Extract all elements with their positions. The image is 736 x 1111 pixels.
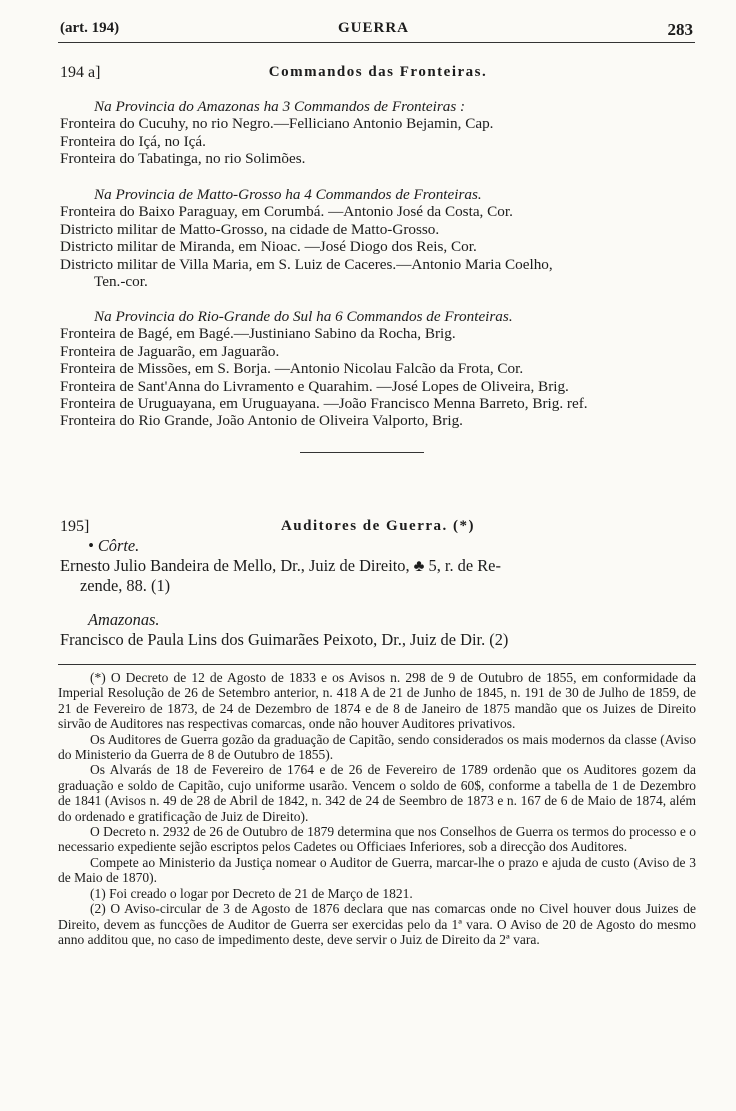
header-rule: [58, 42, 695, 43]
footnote: (*) O Decreto de 12 de Agosto de 1833 e os Avisos n. 298 de 9 de Outubro de 1855, em conformidade da Imperial Resolução de 26 de Setembro anterior, n. 418 A de 21 de Junho de 1845, n. 191 de 30 de Julho de 1859, de 21 de Fevereiro de 1873, de 24 de Dezembro de 1874 e de 8 de Janeiro de 1875 mandão que os Juizes de Direito sirvão de Auditores nas respectivas comarcas, onde não houver Auditores privativos.: [58, 670, 696, 732]
list-item: Fronteira do Baixo Paraguay, em Corumbá. —Antonio José da Costa, Cor.: [60, 203, 513, 221]
rio-grande-frontier-group: [60, 308, 696, 430]
section-194a-heading: [60, 64, 696, 86]
footnote: Os Alvarás de 18 de Fevereiro de 1764 e de 26 de Fevereiro de 1789 ordenão que os Auditores gozem da graduação e soldo de Capitão, cujo uniforme usarão. Vencem o soldo de 60$, conforme a tabella de 1 de Dezembro de 1841 (Avisos n. 49 de 28 de Abril de 1842, n. 342 de 24 de Seembro de 1873 e n. 167 de 6 de Maio de 1874, além do ordenado e gratificação de Juiz de Direito).: [58, 762, 696, 824]
footnote-rule: [58, 664, 696, 665]
list-item: Fronteira de Bagé, em Bagé.—Justiniano Sabino da Rocha, Brig.: [60, 325, 456, 343]
section-number: 194 a]: [60, 64, 101, 81]
footnote: O Decreto n. 2932 de 26 de Outubro de 1879 determina que nos Conselhos de Guerra os termos do processo e o necessario expediente sejão escriptos pelos Cadetes ou Officiaes Inferiores, sob a direcção dos Auditores.: [58, 824, 696, 855]
auditores-list: [60, 536, 696, 650]
page-number: 283: [667, 20, 693, 39]
section-title: Commandos das Fronteiras.: [268, 64, 488, 80]
list-item: Districto militar de Matto-Grosso, na cidade de Matto-Grosso.: [60, 220, 440, 238]
list-item: Fronteira de Uruguayana, em Uruguayana. —João Francisco Menna Barreto, Brig. ref.: [60, 395, 588, 413]
group-intro: Na Provincia do Rio-Grande do Sul ha 6 Commandos de Fronteiras.: [94, 308, 513, 325]
list-item: Fronteira do Içá, no Içá.: [60, 132, 206, 150]
corte-label: • Côrte.: [88, 536, 140, 555]
list-item: Ernesto Julio Bandeira de Mello, Dr., Juiz de Direito, ♣ 5, r. de Re-: [60, 556, 501, 575]
section-number: 195]: [60, 518, 90, 535]
article-reference: (art. 194): [60, 20, 120, 36]
list-item-continuation: zende, 88. (1): [80, 576, 171, 595]
running-title: GUERRA: [338, 20, 410, 36]
list-item-continuation: Ten.-cor.: [94, 273, 148, 291]
section-title: Auditores de Guerra. (*): [280, 518, 476, 534]
section-divider: [300, 452, 424, 453]
list-item: Districto militar de Miranda, em Nioac. —José Diogo dos Reis, Cor.: [60, 238, 477, 256]
footnote: (2) O Aviso-circular de 3 de Agosto de 1876 declara que nas comarcas onde no Civel houver dous Juizes de Direito, devem as funcções de Auditor de Guerra ser exercidas pelo da 1ª vara. O Aviso de 20 de Agosto do mesmo anno additou que, no caso de impedimento deste, deve servir o Juiz de Direito da 2ª vara.: [58, 901, 696, 947]
footnote: Os Auditores de Guerra gozão da graduação de Capitão, sendo considerados os mais modernos da classe (Aviso do Ministerio da Guerra de 8 de Outubro de 1855).: [58, 731, 696, 763]
list-item: Fronteira do Tabatinga, no rio Solimões.: [60, 150, 306, 168]
list-item: Francisco de Paula Lins dos Guimarães Peixoto, Dr., Juiz de Dir. (2): [60, 630, 509, 649]
amazonas-frontier-group: [60, 98, 696, 168]
group-intro: Na Provincia do Amazonas ha 3 Commandos de Fronteiras :: [94, 98, 466, 115]
footnote: Compete ao Ministerio da Justiça nomear o Auditor de Guerra, marcar-lhe o prazo e ajuda de custo (Aviso de 3 de Maio de 1870).: [58, 854, 696, 886]
amazonas-label: Amazonas.: [88, 610, 160, 629]
list-item: Fronteira de Sant'Anna do Livramento e Quarahim. —José Lopes de Oliveira, Brig.: [60, 377, 569, 395]
footnotes: [58, 670, 696, 947]
list-item: Fronteira do Cucuhy, no rio Negro.—Felliciano Antonio Bejamin, Cap.: [60, 115, 494, 133]
list-item: Fronteira do Rio Grande, João Antonio de Oliveira Valporto, Brig.: [60, 412, 463, 430]
list-item: Fronteira de Missões, em S. Borja. —Antonio Nicolau Falcão da Frota, Cor.: [60, 360, 524, 378]
group-intro: Na Provincia de Matto-Grosso ha 4 Commandos de Fronteiras.: [94, 186, 482, 203]
footnote: (1) Foi creado o logar por Decreto de 21 de Março de 1821.: [90, 885, 413, 901]
matto-grosso-frontier-group: [60, 186, 696, 290]
list-item: Fronteira de Jaguarão, em Jaguarão.: [60, 342, 280, 360]
list-item: Districto militar de Villa Maria, em S. Luiz de Caceres.—Antonio Maria Coelho,: [60, 255, 553, 273]
running-header: [60, 20, 693, 42]
